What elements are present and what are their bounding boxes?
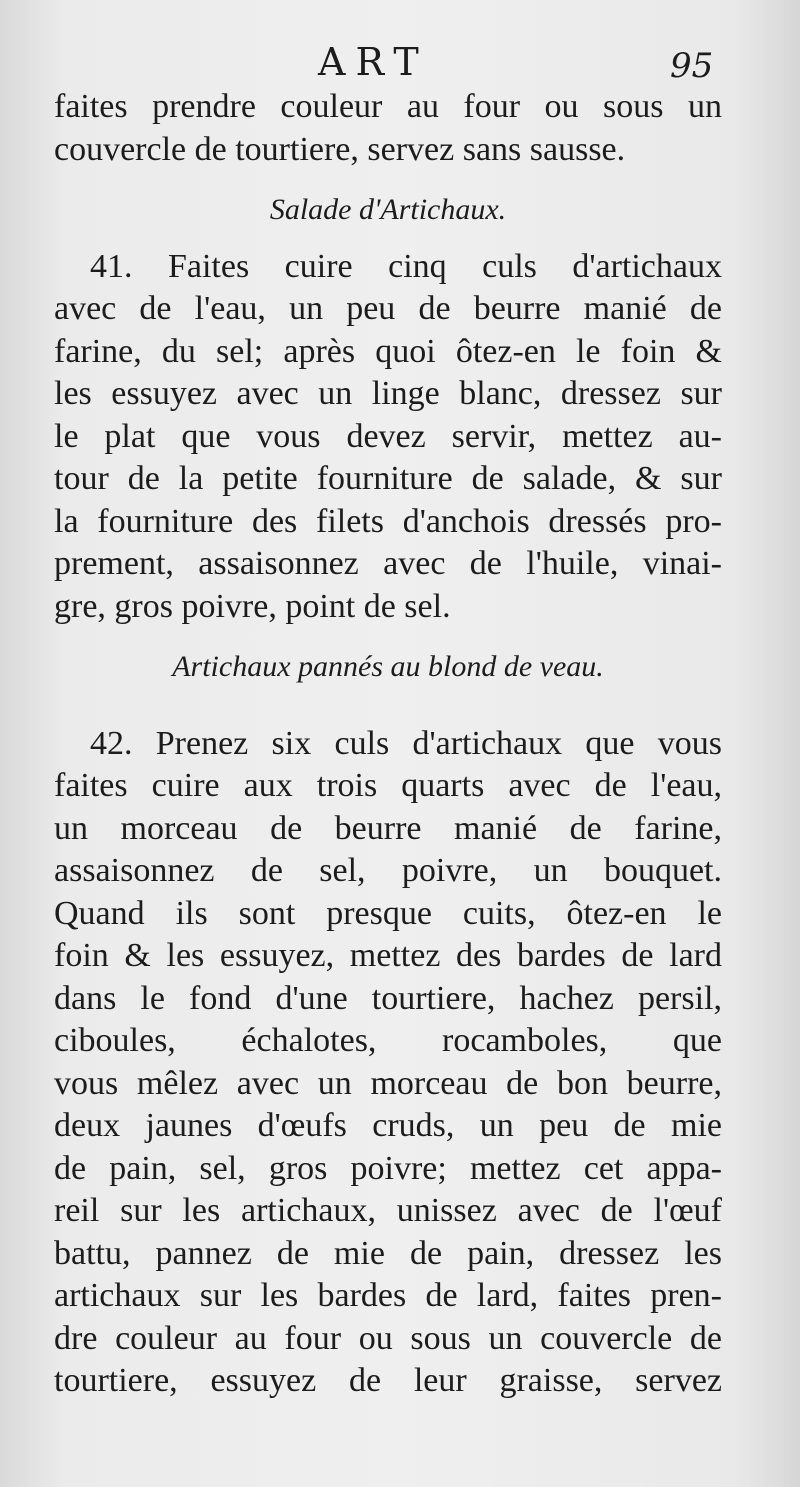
text-line: dre couleur au four ou sous un couvercle de: [54, 1319, 722, 1357]
text-line: la fourniture des filets d'anchois dressés pro-: [54, 502, 722, 540]
text-line: farine, du sel; après quoi ôtez-en le foin &: [54, 332, 722, 370]
text-line: les essuyez avec un linge blanc, dressez sur: [54, 375, 722, 412]
page-number: 95: [670, 46, 714, 86]
text-line: deux jaunes d'œufs cruds, un peu de mie: [54, 1107, 722, 1144]
text-line: tour de la petite fourniture de salade, & sur: [54, 460, 722, 497]
text-line: artichaux sur les bardes de lard, faites pren-: [54, 1277, 722, 1314]
text-line: un morceau de beurre manié de farine,: [54, 809, 722, 847]
text-line: dans le fond d'une tourtiere, hachez persil,: [54, 979, 722, 1017]
body-text: [54, 86, 722, 1403]
text-line: foin & les essuyez, mettez des bardes de lard: [54, 937, 722, 974]
page-header: [0, 40, 800, 92]
text-line: de pain, sel, gros poivre; mettez cet appa-: [54, 1149, 722, 1187]
section-heading: Artichaux pannés au blond de veau.: [172, 650, 604, 683]
text-line: Quand ils sont presque cuits, ôtez-en le: [54, 894, 722, 932]
text-line: avec de l'eau, un peu de beurre manié de: [54, 290, 722, 327]
text-line: reil sur les artichaux, unissez avec de l'œuf: [54, 1192, 722, 1229]
text-line: gre, gros poivre, point de sel.: [54, 587, 451, 625]
text-line: vous mêlez avec un morceau de bon beurre,: [54, 1064, 722, 1102]
running-title: ART: [318, 40, 429, 84]
text-line: prement, assaisonnez avec de l'huile, vinai-: [54, 545, 722, 582]
text-line: battu, pannez de mie de pain, dressez les: [54, 1234, 722, 1272]
text-line: faites cuire aux trois quarts avec de l'eau,: [54, 767, 722, 804]
text-line: le plat que vous devez servir, mettez au-: [54, 417, 722, 455]
text-line: tourtiere, essuyez de leur graisse, servez: [54, 1362, 722, 1399]
text-line: 41. Faites cuire cinq culs d'artichaux: [90, 247, 722, 285]
section-heading: Salade d'Artichaux.: [269, 193, 507, 226]
text-line: assaisonnez de sel, poivre, un bouquet.: [54, 852, 722, 889]
text-line: couvercle de tourtiere, servez sans sausse.: [54, 130, 626, 168]
text-line: faites prendre couleur au four ou sous un: [54, 88, 722, 125]
text-line: 42. Prenez six culs d'artichaux que vous: [90, 724, 722, 762]
text-line: ciboules, échalotes, rocamboles, que: [54, 1022, 722, 1059]
